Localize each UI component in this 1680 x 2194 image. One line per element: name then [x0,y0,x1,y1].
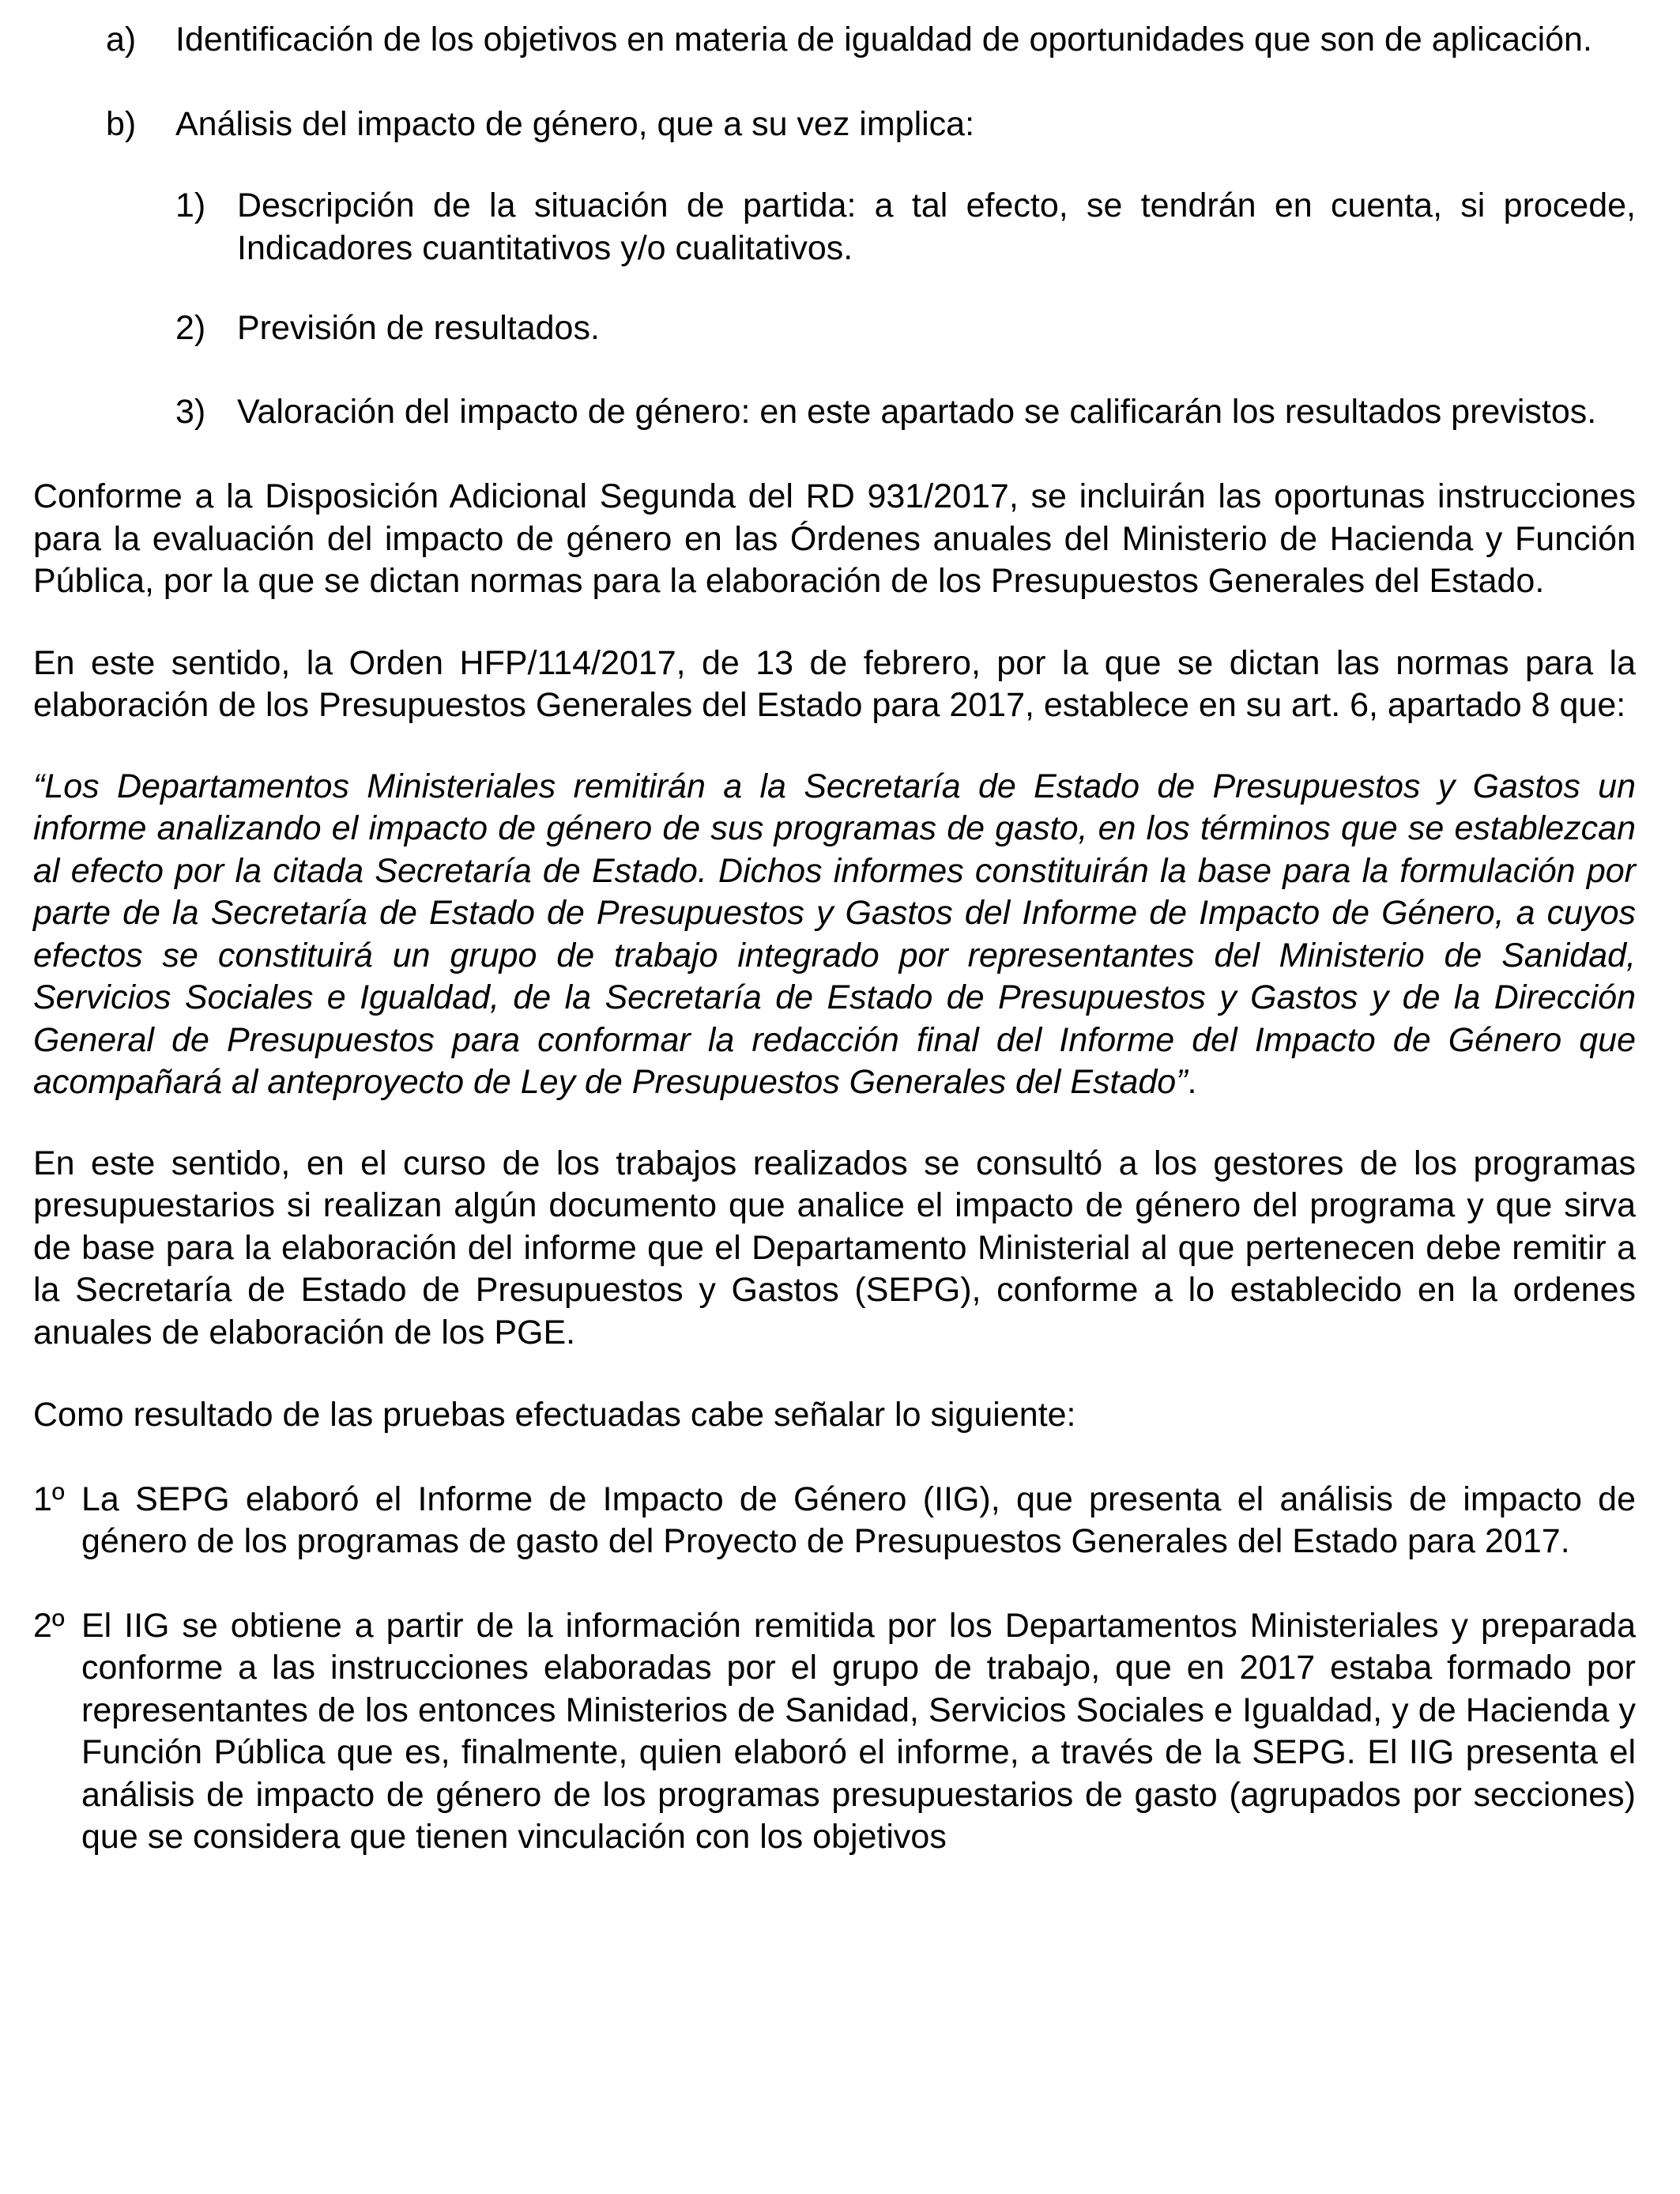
list-marker: 1) [175,187,206,224]
list-item-text: Valoración del impacto de género: en este apartado se calificarán los resultados previstos. [237,392,1597,431]
list-item-text: Análisis del impacto de género, que a su vez implica: [175,104,975,143]
list-marker: 3) [175,392,206,431]
finding-marker: 1º [33,1480,65,1518]
finding-item-1 [33,1479,1636,1563]
list-marker: a) [106,21,137,58]
sublist-item-1 [175,185,1636,270]
list-marker: 2) [175,309,206,347]
finding-item-2 [33,1605,1636,1859]
sublist-item-2 [175,307,1636,350]
paragraph-disposicion: Conforme a la Disposición Adicional Segunda del RD 931/2017, se incluirán las oportunas instrucciones para la evaluación del impacto de género en las Órdenes anuales del Ministerio de Hacienda y Función Pública, por la que se dictan normas para la elaboración de los Presupuestos Generales del Estado. [33,477,1636,600]
quote-end: . [1187,1063,1197,1101]
sublist-item-3 [175,391,1636,434]
list-marker: b) [106,104,137,143]
finding-text: La SEPG elaboró el Informe de Impacto de Género (IIG), que presenta el análisis de impacto de género de los programas de gasto del Proyecto de Presupuestos Generales del Estado para 2017. [81,1480,1636,1560]
paragraph-orden: En este sentido, la Orden HFP/114/2017, de 13 de febrero, por la que se dictan las normas para la elaboración de los Presupuestos Generales del Estado para 2017, establece en su art. 6, apartado 8 que: [33,643,1636,724]
paragraph-resultado: Como resultado de las pruebas efectuadas cabe señalar lo siguiente: [33,1396,1076,1434]
quote-text: “Los Departamentos Ministeriales remitirán a la Secretaría de Estado de Presupuestos y Gastos un informe analizando el impacto de género de sus programas de gasto, en los términos que se establezcan al efecto por la citada Secretaría de Estado. Dichos informes constituirán la base para la formulación por parte de la Secretaría de Estado de Presupuestos y Gastos del Informe de Impacto de Género, a cuyos efectos se constituirá un grupo de trabajo integrado por representantes del Ministerio de Sanidad, Servicios Sociales e Igualdad, de la Secretaría de Estado de Presupuestos y Gastos y de la Dirección General de Presupuestos para conformar la redacción final del Informe del Impacto de Género que acompañará al anteproyecto de Ley de Presupuestos Generales del Estado” [33,767,1636,1101]
list-item-a [106,19,1636,62]
quote-paragraph [33,766,1636,1104]
list-item-text: Previsión de resultados. [237,309,600,347]
list-item-b [106,104,1636,146]
list-item-text: Identificación de los objetivos en materia de igualdad de oportunidades que son de aplicación. [175,21,1592,58]
paragraph-trabajos: En este sentido, en el curso de los trabajos realizados se consultó a los gestores de los programas presupuestarios si realizan algún documento que analice el impacto de género del programa y que sirva de base para la elaboración del informe que el Departamento Ministerial al que pertenecen debe remitir a la Secretaría de Estado de Presupuestos y Gastos (SEPG), conforme a lo establecido en la ordenes anuales de elaboración de los PGE. [33,1144,1636,1351]
list-item-text: Descripción de la situación de partida: a tal efecto, se tendrán en cuenta, si procede, Indicadores cuantitativos y/o cualitativos. [237,187,1636,267]
finding-marker: 2º [33,1606,65,1645]
finding-text: El IIG se obtiene a partir de la información remitida por los Departamentos Ministeriales y preparada conforme a las instrucciones elaboradas por el grupo de trabajo, que en 2017 estaba formado por representantes de los entonces Ministerios de Sanidad, Servicios Sociales e Igualdad, y de Hacienda y Función Pública que es, finalmente, quien elaboró el informe, a través de la SEPG. El IIG presenta el análisis de impacto de género de los programas presupuestarios de gasto (agrupados por secciones) que se considera que tienen vinculación con los objetivos [81,1606,1636,1856]
